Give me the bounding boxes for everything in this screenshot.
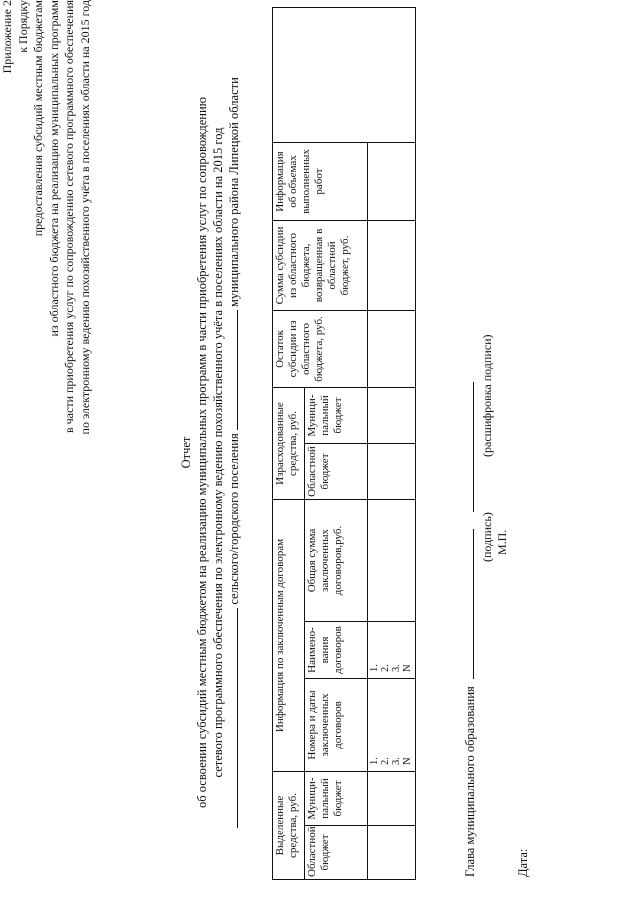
value-regional-budget: [368, 826, 416, 880]
list-item: N: [402, 664, 413, 672]
list-item: 2.: [380, 757, 391, 765]
header-spent: Израсходованные средства, руб.: [273, 387, 305, 499]
settlement-blank: [226, 608, 238, 828]
appendix-line: по электронному ведению похозяйственного учёта в поселениях области на 2015 год: [77, 0, 92, 435]
appendix-line: из областного бюджета на реализацию муниципальных программ: [46, 0, 61, 337]
head-signature-line: [462, 382, 478, 877]
header-contract-total: Общая сумма заключенных договоров,руб.: [305, 500, 368, 622]
value-remainder: [368, 310, 416, 387]
district-label: муниципального района Липецкой области: [227, 77, 241, 308]
header-contract-names: Наимено-вания договоров: [305, 622, 368, 679]
contract-names-list: [368, 622, 416, 679]
report-table: [272, 7, 416, 880]
report-subtitle-line: об освоении субсидий местным бюджетом на реализацию муниципальных программ в части приобретения услуг по сопровождению: [195, 97, 209, 808]
head-label: Глава муниципального образования: [463, 686, 477, 877]
value-contract-total: [368, 500, 416, 622]
list-item: N: [402, 757, 413, 765]
appendix-line: предоставления субсидий местным бюджетам: [31, 0, 46, 237]
settlement-label: сельского/городского поселения: [227, 433, 241, 605]
header-allocated: Выделенные средства, руб.: [273, 772, 305, 880]
header-returned: Сумма субсидии из областного бюджета, возвращенная в областной бюджет, руб.: [273, 220, 368, 310]
contract-numbers-list: [368, 679, 416, 772]
list-item: 1.: [369, 757, 380, 765]
seal-label: М.П.: [495, 529, 509, 555]
header-spent-regional: Областной бюджет: [305, 444, 368, 500]
district-blank: [226, 310, 238, 430]
empty-cell: [273, 7, 416, 142]
signature-caption: (подпись): [480, 512, 494, 562]
list-item: 1.: [369, 664, 380, 672]
list-item: 3.: [391, 664, 402, 672]
list-item: 3.: [391, 757, 402, 765]
report-subtitle-line: сетевого программного обеспечения по электронному ведению похозяйственного учёта в поселениях области на 2015 год: [211, 127, 225, 778]
header-contracts: Информация по заключенным договорам: [273, 500, 305, 772]
appendix-line: к Порядку: [15, 0, 30, 53]
header-contract-numbers: Номера и даты заключенных договоров: [305, 679, 368, 772]
header-regional-budget: Областной бюджет: [305, 826, 368, 880]
signature-blank: [462, 529, 474, 679]
list-item: 2.: [380, 664, 391, 672]
date-label: Дата:: [516, 848, 530, 877]
value-work-info: [368, 142, 416, 220]
report-settlement-line: [226, 0, 242, 905]
report-title-block: [178, 0, 242, 905]
header-spent-municipal: Муници-пальный бюджет: [305, 387, 368, 443]
decoding-caption: (расшифровка подписи): [480, 334, 494, 457]
header-work-info: Информация об объемах выполненных работ: [273, 142, 368, 220]
appendix-line: Приложение 2: [0, 0, 14, 74]
header-remainder: Остаток субсидии из областного бюджета, руб.: [273, 310, 368, 387]
appendix-header: [0, 0, 94, 560]
report-title: Отчет: [179, 436, 193, 469]
value-spent-municipal: [368, 387, 416, 443]
value-municipal-budget: [368, 772, 416, 826]
header-municipal-budget: Муници-пальный бюджет: [305, 772, 368, 826]
appendix-line: в части приобретения услуг по сопровождению сетевого программного обеспечения: [62, 0, 77, 434]
value-returned: [368, 220, 416, 310]
value-spent-regional: [368, 444, 416, 500]
decoding-blank: [462, 382, 474, 512]
